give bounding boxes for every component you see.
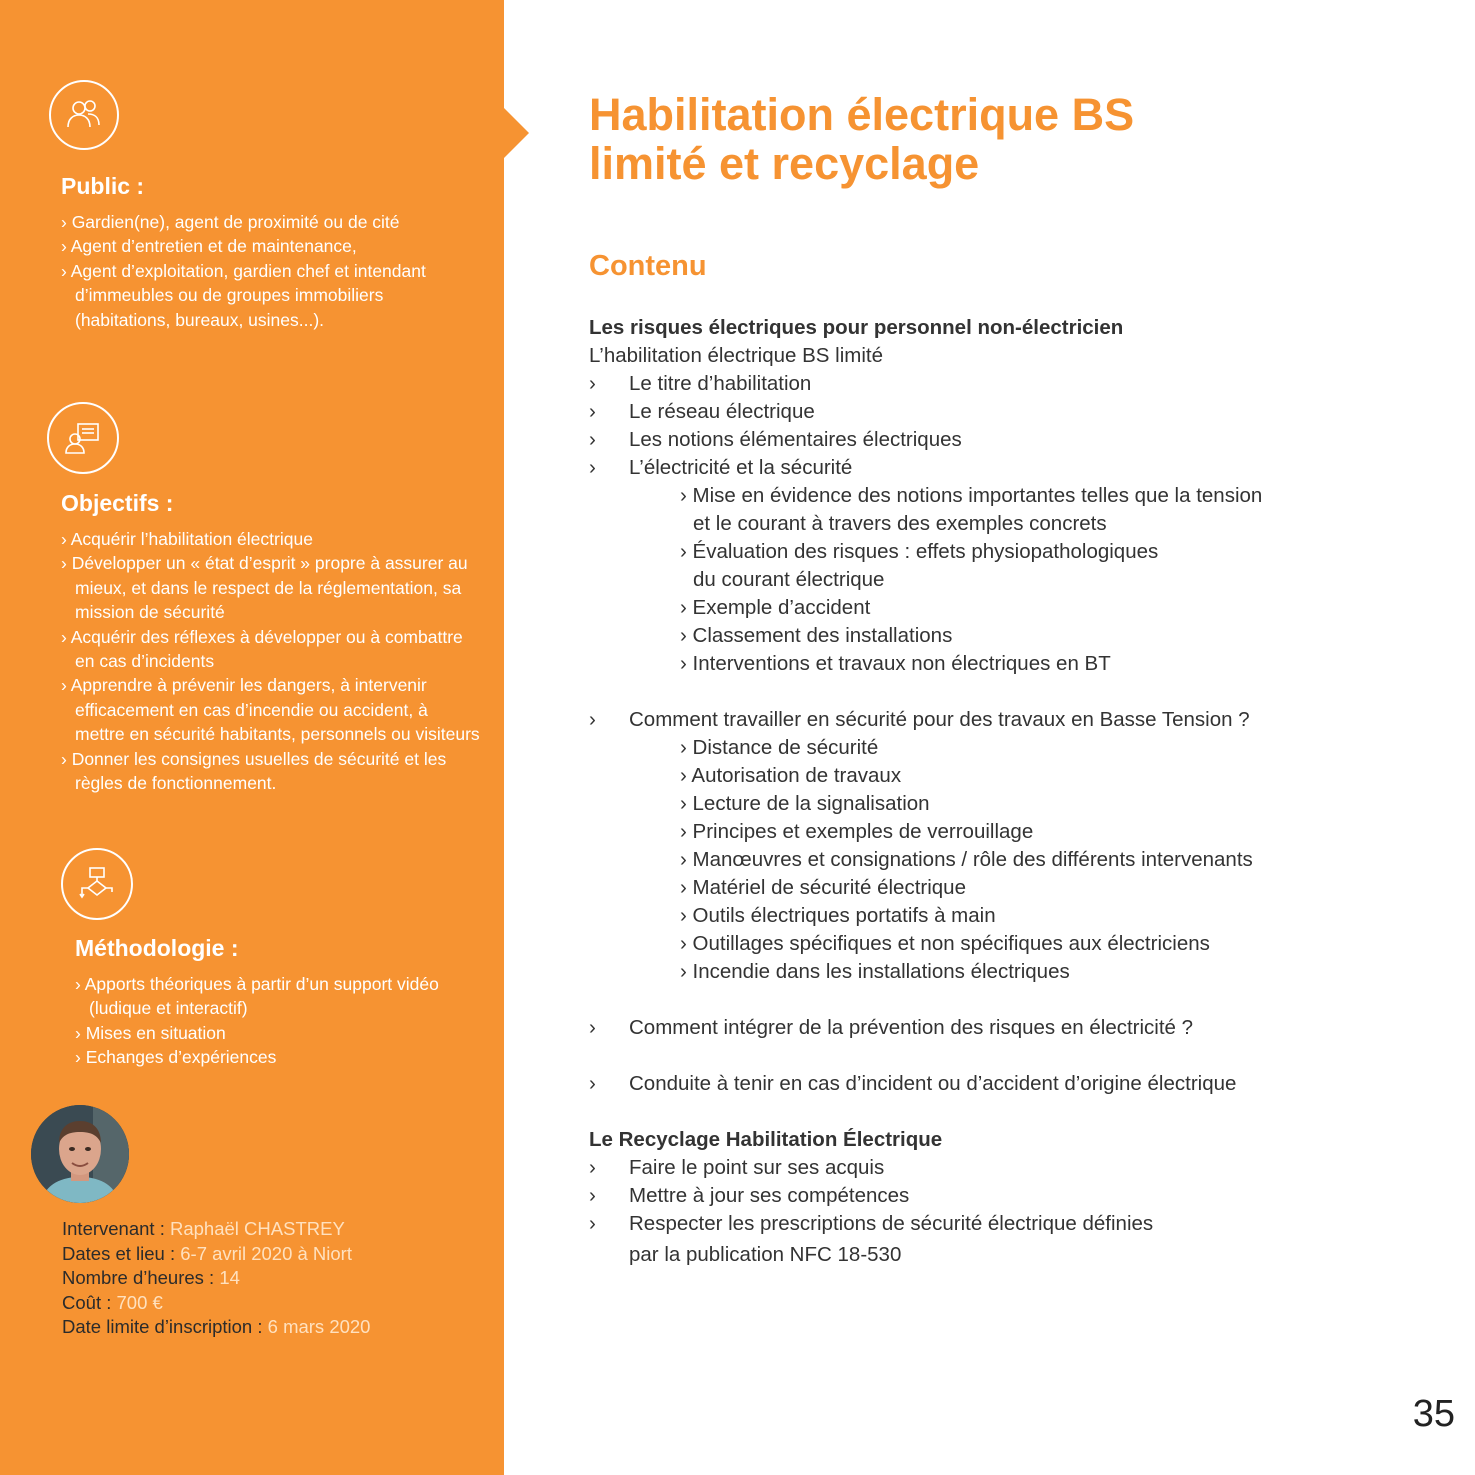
list-item	[589, 1070, 1409, 1098]
chevron-icon: ›	[589, 400, 596, 423]
page-title	[589, 90, 1134, 188]
list-item: › Développer un « état d’esprit » propre à assurer au mieux, et dans le respect de la réglementation, sa mission de sécurité	[61, 553, 468, 623]
list-item-label: Mettre à jour ses compétences	[629, 1184, 910, 1207]
sub-list-item-continuation: du courant électrique	[693, 568, 885, 591]
heures-label: Nombre d’heures :	[62, 1267, 220, 1288]
chevron-icon: ›	[589, 456, 596, 479]
list-item-label: Faire le point sur ses acquis	[629, 1156, 885, 1179]
intervenant-label: Intervenant :	[62, 1218, 170, 1239]
list-item: › Agent d’entretien et de maintenance,	[61, 236, 357, 257]
list-item-continuation: par la publication NFC 18-530	[629, 1243, 902, 1266]
subheading: Le Recyclage Habilitation Électrique	[589, 1128, 943, 1151]
flowchart-icon	[61, 848, 133, 920]
avatar	[31, 1105, 129, 1203]
sub-list-item: › Autorisation de travaux	[680, 764, 902, 787]
sub-list-item: › Matériel de sécurité électrique	[680, 876, 966, 899]
list-item: › Mises en situation	[75, 1022, 226, 1043]
sub-list-item: › Principes et exemples de verrouillage	[680, 820, 1034, 843]
list-item: › Gardien(ne), agent de proximité ou de cité	[61, 212, 400, 232]
sub-list-item: › Lecture de la signalisation	[680, 792, 930, 815]
list-item	[589, 1182, 1409, 1210]
content-body	[589, 314, 1409, 1269]
sub-list-item: › Incendie dans les installations électriques	[680, 960, 1070, 983]
public-list	[61, 210, 491, 332]
list-item: › Apports théoriques à partir d’un support vidéo (ludique et interactif)	[75, 974, 439, 1019]
people-icon	[49, 80, 119, 150]
presentation-icon	[47, 402, 119, 474]
cout-value: 700 €	[116, 1291, 163, 1313]
list-item-label: Comment travailler en sécurité pour des travaux en Basse Tension ?	[629, 708, 1250, 731]
sub-list-item: › Exemple d’accident	[680, 596, 871, 619]
list-item-label: Les notions élémentaires électriques	[629, 428, 962, 451]
list-item	[589, 1210, 1409, 1238]
sub-list-item: › Interventions et travaux non électriques en BT	[680, 652, 1111, 675]
list-item	[589, 398, 1409, 426]
chevron-icon: ›	[589, 1156, 596, 1179]
list-item	[589, 1014, 1409, 1042]
list-item-label: Le réseau électrique	[629, 400, 815, 423]
chevron-icon: ›	[589, 708, 596, 731]
list-item: › Acquérir l’habilitation électrique	[61, 529, 313, 549]
list-item	[589, 370, 1409, 398]
sub-list-item: › Classement des installations	[680, 624, 953, 647]
page-number: 35	[1412, 1393, 1455, 1435]
dates-label: Dates et lieu :	[62, 1242, 181, 1264]
dates-value: 6-7 avril 2020 à Niort	[180, 1242, 352, 1264]
title-line-2: limité et recyclage	[589, 138, 980, 189]
chevron-icon: ›	[589, 1016, 596, 1039]
chevron-icon: ›	[589, 428, 596, 451]
chevron-icon: ›	[589, 1212, 596, 1235]
methodologie-list	[75, 972, 445, 1070]
list-item	[589, 426, 1409, 454]
sub-list-item: › Outils électriques portatifs à main	[680, 904, 996, 927]
chevron-icon: ›	[589, 372, 596, 395]
list-item: › Donner les consignes usuelles de sécurité et les règles de fonctionnement.	[61, 748, 447, 794]
chevron-icon: ›	[589, 1184, 596, 1207]
sub-list-item: › Mise en évidence des notions importantes telles que la tension	[680, 484, 1263, 507]
list-item	[589, 1154, 1409, 1182]
intro-text: L’habilitation électrique BS limité	[589, 344, 883, 367]
list-item-label: L’électricité et la sécurité	[629, 456, 853, 479]
limite-value: 6 mars 2020	[267, 1316, 371, 1337]
title-line-1: Habilitation électrique BS	[589, 89, 1135, 140]
methodologie-heading: Méthodologie :	[75, 935, 239, 961]
sub-list-item: › Manœuvres et consignations / rôle des différents intervenants	[680, 848, 1253, 871]
list-item-label: Conduite à tenir en cas d’incident ou d’accident d’origine électrique	[629, 1072, 1237, 1095]
list-item-label: Comment intégrer de la prévention des risques en électricité ?	[629, 1016, 1194, 1039]
public-heading: Public :	[61, 173, 145, 199]
section-heading: Contenu	[589, 250, 707, 282]
list-item	[589, 454, 1409, 482]
subheading: Les risques électriques pour personnel non-électricien	[589, 316, 1124, 339]
intervenant-value: Raphaël CHASTREY	[169, 1218, 345, 1239]
limite-label: Date limite d’inscription :	[62, 1316, 268, 1337]
list-item-label: Respecter les prescriptions de sécurité électrique définies	[629, 1212, 1154, 1235]
chevron-icon: ›	[589, 1072, 596, 1095]
list-item: › Acquérir des réflexes à développer ou à combattre en cas d’incidents	[61, 626, 463, 672]
sub-list-item: › Outillages spécifiques et non spécifiques aux électriciens	[680, 932, 1210, 955]
session-info	[62, 1217, 370, 1340]
objectifs-list	[61, 527, 481, 795]
heures-value: 14	[219, 1267, 240, 1288]
objectifs-heading: Objectifs :	[61, 490, 174, 516]
sub-list-item: › Évaluation des risques : effets physiopathologiques	[680, 540, 1159, 563]
sidebar	[0, 0, 504, 1475]
sub-list-item-continuation: et le courant à travers des exemples concrets	[693, 512, 1107, 535]
sidebar-notch	[503, 107, 529, 159]
list-item: › Echanges d’expériences	[75, 1047, 277, 1068]
list-item	[589, 706, 1409, 734]
list-item-label: Le titre d’habilitation	[629, 372, 812, 395]
list-item: › Apprendre à prévenir les dangers, à intervenir efficacement en cas d’incendie ou accident, à mettre en sécurité habitants, personnels ou visiteurs	[61, 675, 480, 745]
list-item: › Agent d’exploitation, gardien chef et intendant d’immeubles ou de groupes immobiliers (habitations, bureaux, usines...).	[61, 260, 426, 330]
sub-list-item: › Distance de sécurité	[680, 736, 879, 759]
cout-label: Coût :	[62, 1291, 117, 1313]
